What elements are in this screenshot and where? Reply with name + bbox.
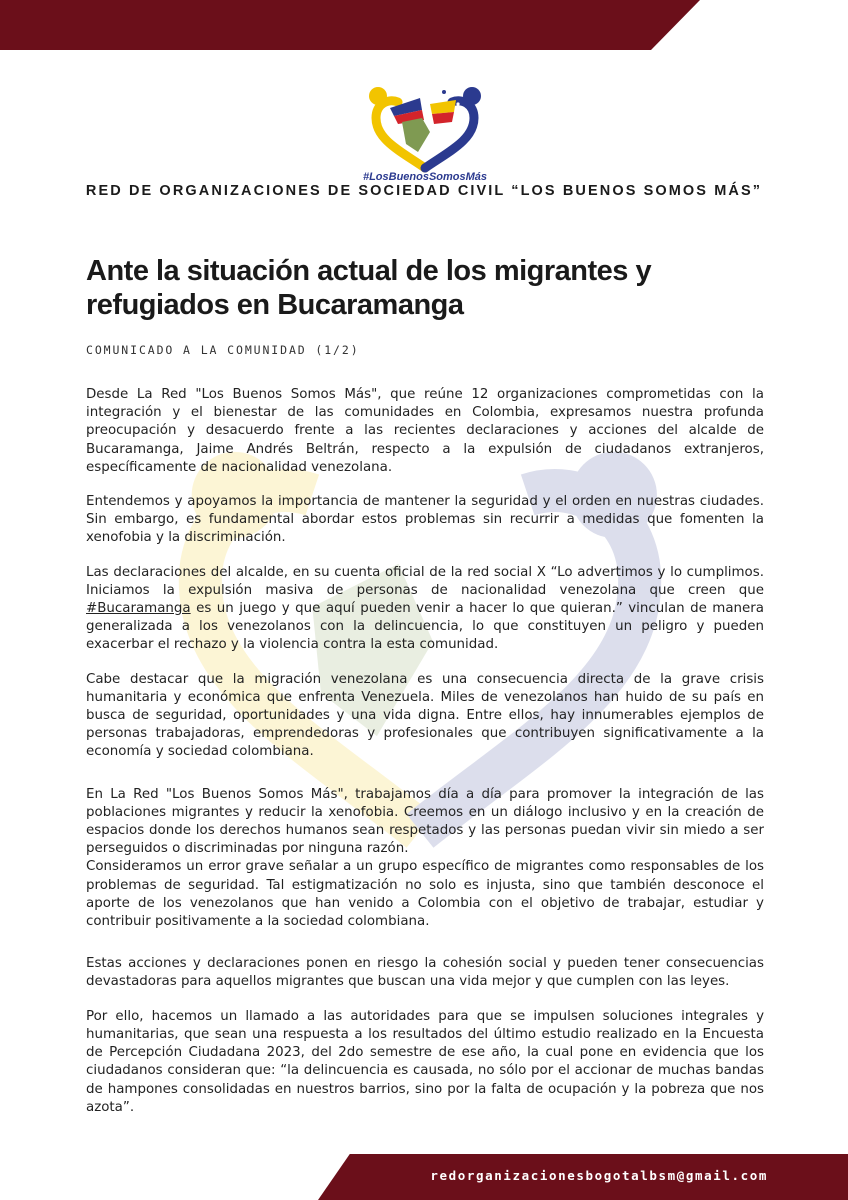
footer-email[interactable]: redorganizacionesbogotalbsm@gmail.com <box>430 1168 768 1183</box>
paragraph-5: En La Red "Los Buenos Somos Más", trabajamos día a día para promover la integración de las poblaciones migrantes y reducir la xenofobia. Creemos en un diálogo inclusivo y en la creación de espacios donde los derechos humanos sean respetados y las personas puedan vivir sin miedo a ser perseguidos o discriminadas por ninguna razón. <box>86 786 764 857</box>
paragraph-6: Consideramos un error grave señalar a un grupo específico de migrantes como responsables de los problemas de seguridad. Tal estigmatización no solo es injusta, sino que también desconoce el aporte de los venezolanos que han venido a Colombia con el objetivo de trabajar, estudiar y contribuir positivamente a la sociedad colombiana. <box>86 859 764 930</box>
paragraph-3-text-a: Las declaraciones del alcalde, en su cuenta oficial de la red social X “Lo advertimos y lo cumplimos. Iniciamos la expulsión masiva de personas de nacionalidad venezolana que creen que <box>86 564 764 598</box>
paragraph-7: Estas acciones y declaraciones ponen en riesgo la cohesión social y pueden tener consecuencias devastadoras para aquellos migrantes que buscan una vida mejor y que cumplen con las leyes. <box>86 956 764 990</box>
top-decorative-band <box>0 0 700 50</box>
logo-hashtag: #LosBuenosSomosMás <box>362 171 488 182</box>
los-buenos-somos-mas-logo <box>360 82 490 182</box>
bucaramanga-hashtag-link[interactable]: #Bucaramanga <box>86 601 191 617</box>
paragraph-3 <box>86 564 764 655</box>
document-title: Ante la situación actual de los migrantes y refugiados en Bucaramanga <box>86 255 652 321</box>
document-body <box>86 386 764 1133</box>
paragraph-1: Desde La Red "Los Buenos Somos Más", que reúne 12 organizaciones comprometidas con la integración y el bienestar de las comunidades en Colombia, expresamos nuestra profunda preocupación y desacuerdo frente a las recientes declaraciones y acciones del alcalde de Bucaramanga, Jaime Andrés Beltrán, respecto a la expulsión de ciudadanos extranjeros, específicamente de nacionalidad venezolana. <box>86 387 764 475</box>
document-subtitle: COMUNICADO A LA COMUNIDAD (1/2) <box>86 343 360 357</box>
paragraph-4: Cabe destacar que la migración venezolana es una consecuencia directa de la grave crisis humanitaria y económica que enfrenta Venezuela. Miles de venezolanos han huido de su país en busca de seguridad, oportunidades y una vida digna. Entre ellos, hay innumerables ejemplos de personas trabajadoras, emprendedoras y profesionales que contribuyen significativamente a la economía y sociedad colombiana. <box>86 671 764 760</box>
paragraph-2: Entendemos y apoyamos la importancia de mantener la seguridad y el orden en nuestras ciudades. Sin embargo, es fundamental abordar estos problemas sin recurrir a medidas que fomenten la xenofobia y la discriminación. <box>86 494 764 546</box>
organization-name: RED DE ORGANIZACIONES DE SOCIEDAD CIVIL “LOS BUENOS SOMOS MÁS” <box>85 183 763 199</box>
paragraph-8: Por ello, hacemos un llamado a las autoridades para que se impulsen soluciones integrales y humanitarias, que sean una respuesta a los resultados del último estudio realizado en la Encuesta de Percepción Ciudadana 2023, del 2do semestre de ese año, la cual pone en evidencia que los ciudadanos consideran que: “la delincuencia es causada, no sólo por el accionar de muchas bandas de hampones consolidadas en nuestros barrios, sino por la falta de ocupación y la pobreza que nos azota”. <box>86 1008 764 1115</box>
paragraph-3-text-b: es un juego y que aquí pueden venir a hacer lo que quieran.” vinculan de manera generalizada a los venezolanos con la delincuencia, lo que constituyen un peligro y pueden exacerbar el rechazo y la violencia contra la esta comunidad. <box>86 601 764 653</box>
